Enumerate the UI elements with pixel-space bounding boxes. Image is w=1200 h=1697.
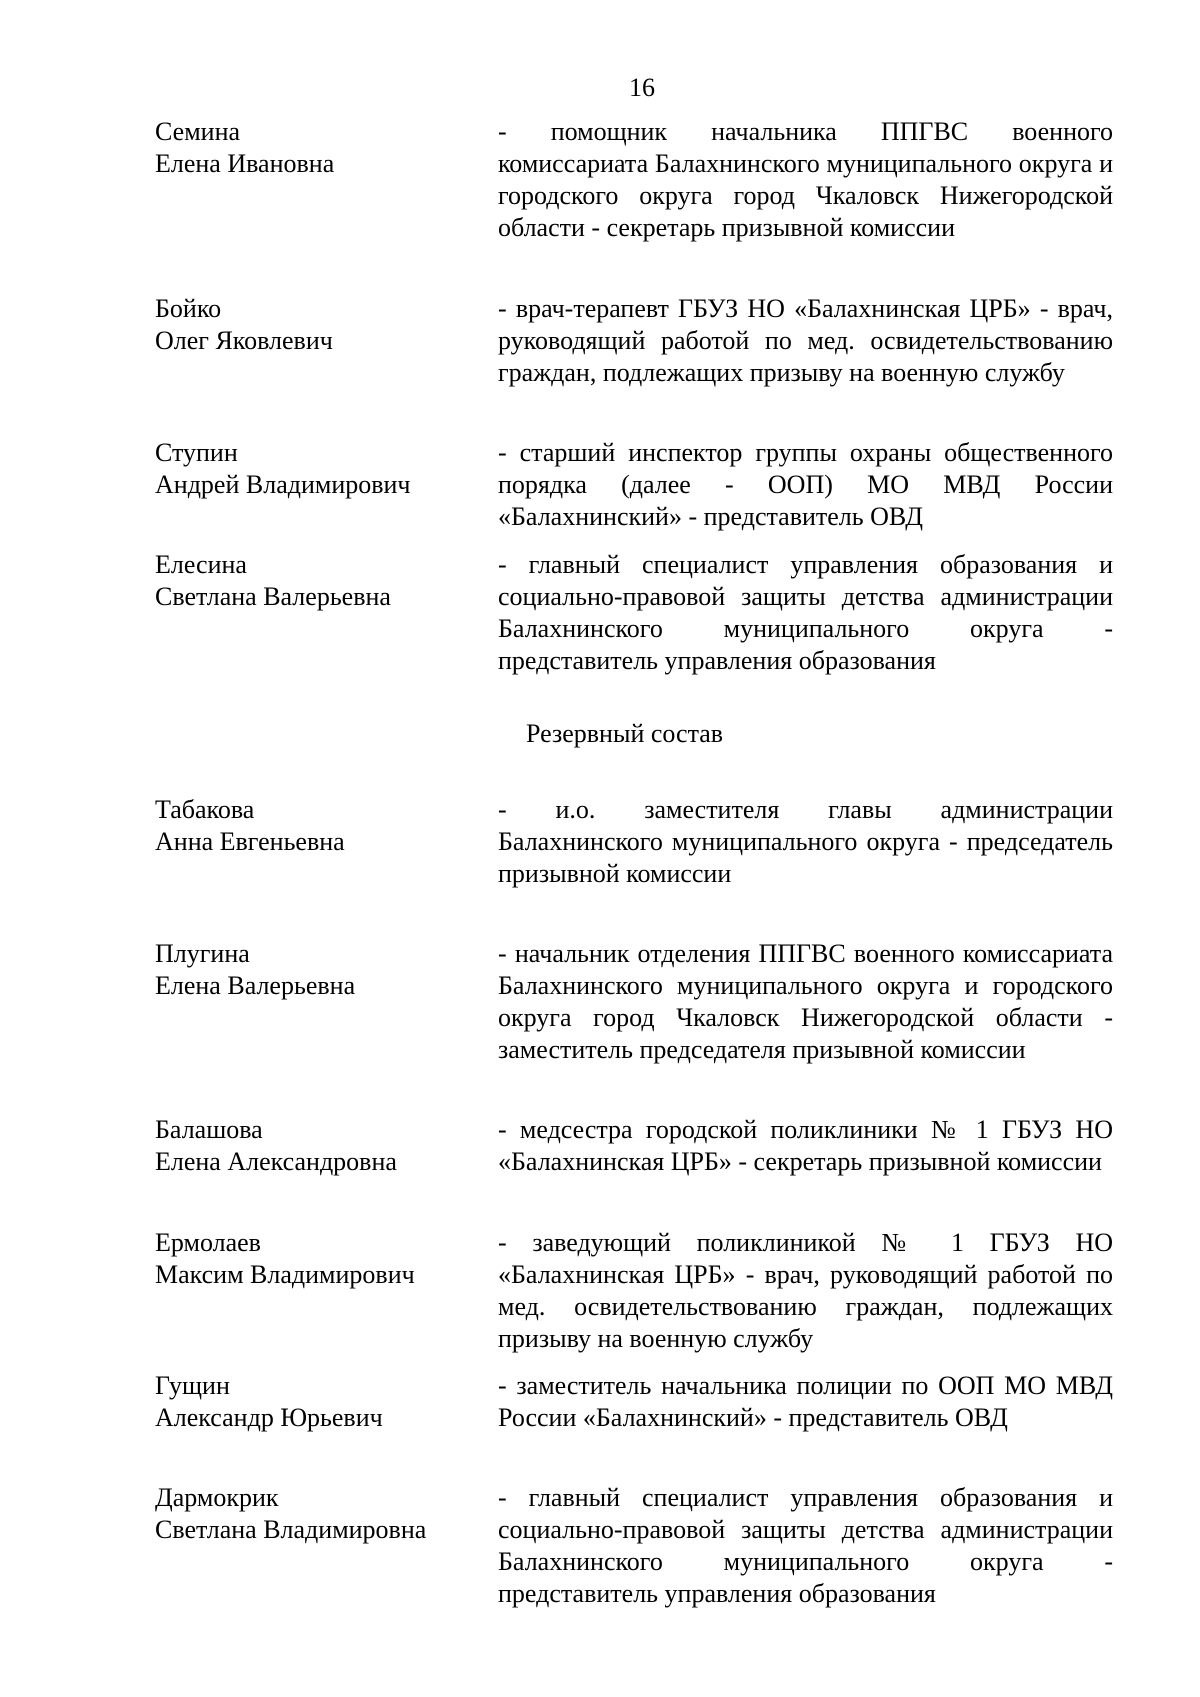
member-given-names: Андрей Владимирович bbox=[155, 470, 411, 499]
member-given-names: Александр Юрьевич bbox=[155, 1403, 383, 1432]
member-name bbox=[155, 437, 485, 501]
member-position: - заместитель начальника полиции по ООП МО МВД России «Балахнинский» - представитель ОВД bbox=[498, 1371, 1113, 1432]
member-surname: Семина bbox=[155, 117, 241, 146]
member-position: - главный специалист управления образования и социально-правовой защиты детства администрации Балахнинского муниципального округа - представитель управления образования bbox=[498, 1483, 1113, 1608]
member-position: - помощник начальника ППГВС военного комиссариата Балахнинского муниципального округа и городского округа город Чкаловск Нижегородской области - секретарь призывной комиссии bbox=[498, 117, 1113, 242]
member-given-names: Елена Александровна bbox=[155, 1147, 397, 1176]
member-position: - и.о. заместителя главы администрации Балахнинского муниципального округа - председатель призывной комиссии bbox=[498, 795, 1113, 888]
member-surname: Плугина bbox=[155, 939, 250, 968]
member-surname: Гущин bbox=[155, 1371, 230, 1400]
member-position: - начальник отделения ППГВС военного комиссариата Балахнинского муниципального округа и городского округа город Чкаловск Нижегородской области - заместитель председателя призывной комиссии bbox=[498, 939, 1113, 1064]
member-name bbox=[155, 293, 485, 357]
member-given-names: Анна Евгеньевна bbox=[155, 827, 345, 856]
member-position: - старший инспектор группы охраны общественного порядка (далее - ООП) МО МВД России «Балахнинский» - представитель ОВД bbox=[498, 438, 1113, 531]
member-surname: Балашова bbox=[155, 1115, 263, 1144]
member-given-names: Максим Владимирович bbox=[155, 1260, 415, 1289]
member-position: - врач-терапевт ГБУЗ НО «Балахнинская ЦРБ» - врач, руководящий работой по мед. освидетельствованию граждан, подлежащих призыву на военную службу bbox=[498, 294, 1113, 387]
member-position: - заведующий поликлиникой № 1 ГБУЗ НО «Балахнинская ЦРБ» - врач, руководящий работой по мед. освидетельствованию граждан, подлежащих призыву на военную службу bbox=[498, 1228, 1113, 1353]
member-surname: Бойко bbox=[155, 294, 222, 323]
member-name bbox=[155, 1227, 485, 1291]
member-name bbox=[155, 116, 485, 180]
member-given-names: Елена Ивановна bbox=[155, 149, 335, 178]
member-position: - главный специалист управления образования и социально-правовой защиты детства администрации Балахнинского муниципального округа - представитель управления образования bbox=[498, 550, 1113, 675]
member-surname: Ермолаев bbox=[155, 1228, 261, 1257]
member-name bbox=[155, 1482, 485, 1546]
member-name bbox=[155, 794, 485, 858]
member-surname: Табакова bbox=[155, 795, 255, 824]
member-given-names: Олег Яковлевич bbox=[155, 326, 333, 355]
member-given-names: Светлана Владимировна bbox=[155, 1515, 427, 1544]
member-name bbox=[155, 1114, 485, 1178]
member-name bbox=[155, 1370, 485, 1434]
member-surname: Елесина bbox=[155, 550, 247, 579]
reserve-section-title: Резервный состав bbox=[526, 719, 724, 748]
member-given-names: Елена Валерьевна bbox=[155, 971, 356, 1000]
member-position: - медсестра городской поликлиники № 1 ГБУЗ НО «Балахнинская ЦРБ» - секретарь призывной комиссии bbox=[498, 1115, 1113, 1176]
member-given-names: Светлана Валерьевна bbox=[155, 582, 391, 611]
member-surname: Дармокрик bbox=[155, 1483, 279, 1512]
member-name bbox=[155, 938, 485, 1002]
member-name bbox=[155, 549, 485, 613]
page-number: 16 bbox=[629, 73, 655, 102]
member-surname: Ступин bbox=[155, 438, 238, 467]
